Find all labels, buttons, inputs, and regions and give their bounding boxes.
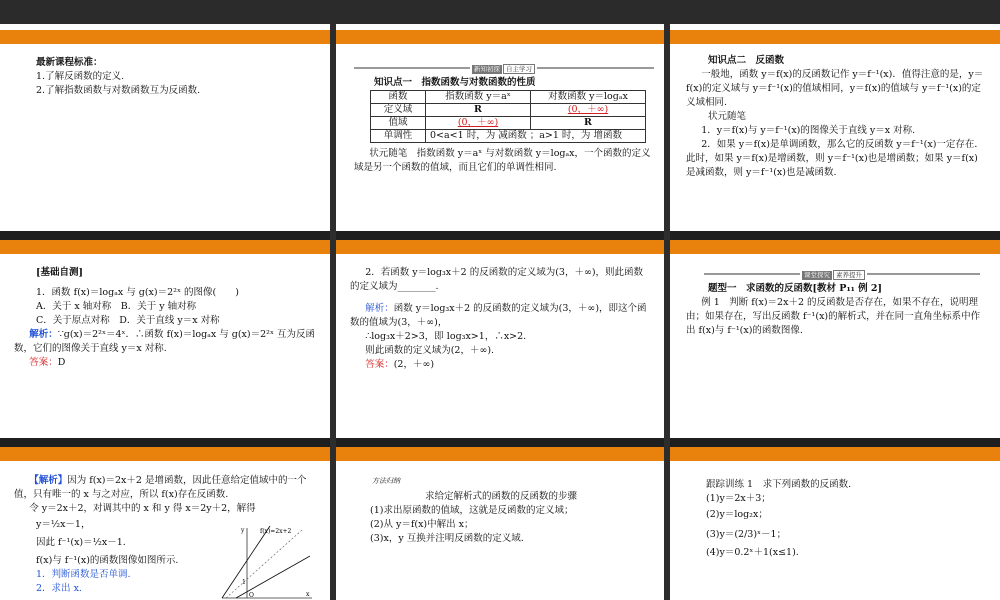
answer-label: 答案： xyxy=(29,357,58,368)
table-row xyxy=(371,117,646,130)
solution-p3: f(x)与 f⁻¹(x)的函数图像如图所示. xyxy=(36,555,179,566)
answer-block xyxy=(14,356,322,370)
analysis-line-2: ∴log₃x＋2>3，即 log₃x>1，∴x>2. xyxy=(365,331,527,342)
divider-row2 xyxy=(0,438,1000,447)
method-step-2: (2)从 y＝f(x)中解出 x； xyxy=(370,519,474,530)
analysis-label: 解析： xyxy=(365,303,394,314)
slide-solution xyxy=(14,474,322,600)
x-axis-label: x xyxy=(306,591,310,598)
practice-item-2: (2)y＝log₂x； xyxy=(706,509,768,520)
method-tag: 方法归纳 xyxy=(372,477,400,485)
origin-label: O xyxy=(249,592,254,599)
table-cell: R xyxy=(426,104,531,117)
properties-table xyxy=(370,90,646,143)
example-text: 例 1 判断 f(x)＝2x＋2 的反函数是否存在，如果不存在，说明理由；如果存在，写出反函数 f⁻¹(x)的解析式，并在同一直角坐标系中作出 f(x)与 f⁻¹(x)的函数图像. xyxy=(686,297,981,336)
table-cell: (0，＋∞) xyxy=(531,104,646,117)
method-title: 求给定解析式的函数的反函数的步骤 xyxy=(424,491,577,502)
options-ab: A．关于 x 轴对称 B．关于 y 轴对称 xyxy=(36,301,197,312)
solution-label: 【解析】 xyxy=(29,475,68,486)
knowledge-heading: 知识点一 指数函数与对数函数的性质 xyxy=(374,77,536,88)
graph-line-y-eq-x xyxy=(226,530,302,598)
analysis-block xyxy=(14,328,322,356)
table-header: 对数函数 y＝logₐx xyxy=(531,91,646,104)
orange-band-row3 xyxy=(0,447,1000,461)
table-header-row xyxy=(371,91,646,104)
analysis-line-3: 则此函数的定义域为(2，＋∞). xyxy=(365,345,495,356)
answer-block xyxy=(350,358,652,372)
slide-practice-1 xyxy=(706,478,990,560)
answer-text: D xyxy=(57,357,66,368)
analysis-label: 解析： xyxy=(29,329,58,340)
graph-label: f(x)=2x+2 xyxy=(260,528,292,535)
divider-row1 xyxy=(0,231,1000,240)
orange-band-row2 xyxy=(0,240,1000,254)
column-divider-right xyxy=(664,24,670,600)
table-cell: 定义域 xyxy=(371,104,426,117)
table-header: 函数 xyxy=(371,91,426,104)
definition-text: 一般地，函数 y＝f(x)的反函数记作 y＝f⁻¹(x)．值得注意的是，y＝f(x)的定义域与 y＝f⁻¹(x)的值域相同，y＝f(x)的值域与 y＝f⁻¹(x)的定义域相同. xyxy=(686,69,984,108)
section-subtag: 自主学习 xyxy=(503,64,535,74)
slide-knowledge-point-2 xyxy=(686,54,986,180)
method-step-1: (1)求出原函数的值域，这就是反函数的定义域； xyxy=(370,505,574,516)
table-cell: 单调性 xyxy=(371,130,426,143)
graph-line-f xyxy=(222,526,270,598)
slide-question-2 xyxy=(350,266,652,372)
orange-band-row1 xyxy=(0,30,1000,44)
note-text: 状元随笔 指数函数 y＝aˣ 与对数函数 y＝logₐx，一个函数的定义域是另一个函数的值域，而且它们的单调性相同. xyxy=(354,148,651,173)
method-step-3: (3)x，y 互换并注明反函数的定义域. xyxy=(370,533,524,544)
analysis-block xyxy=(350,302,652,330)
note-item-1: 1．y＝f(x)与 y＝f⁻¹(x)的图像关于直线 y＝x 对称. xyxy=(701,125,916,136)
question-text: 1．函数 f(x)＝logₐx 与 g(x)＝2²ˣ 的图像( ) xyxy=(36,287,239,298)
table-cell: 值域 xyxy=(371,117,426,130)
y-axis-label: y xyxy=(241,527,245,534)
practice-item-1: (1)y＝2x＋3； xyxy=(706,493,771,504)
table-cell: (0，＋∞) xyxy=(426,117,531,130)
slide-course-standards xyxy=(36,56,316,98)
slide-example-1 xyxy=(686,268,986,338)
slide-title: 最新课程标准： xyxy=(36,57,103,68)
section-tag: 课堂探究 xyxy=(804,271,830,279)
practice-item-3: (3)y＝(2/3)ˣ－1； xyxy=(706,529,787,540)
step-2: 2．求出 x. xyxy=(36,583,82,594)
solution-text: 因为 f(x)＝2x＋2 是增函数，因此任意给定值域中的一个值，只有唯一的 x 与之对应，所以 f(x)存在反函数. xyxy=(14,475,307,500)
table-row xyxy=(371,104,646,117)
table-cell-monotonic: 0<a<1 时，为 减函数 ；a>1 时，为 增函数 xyxy=(426,130,646,143)
slide-knowledge-point-1 xyxy=(354,62,654,175)
table-row xyxy=(371,130,646,143)
options-cd: C．关于原点对称 D．关于直线 y＝x 对称 xyxy=(36,315,220,326)
slide-method-summary xyxy=(350,476,652,546)
column-divider-left xyxy=(330,24,336,600)
slide-basic-test xyxy=(14,266,322,370)
top-bar xyxy=(0,0,1000,24)
note-title: 状元随笔 xyxy=(708,111,747,122)
problem-type-heading: 题型一 求函数的反函数[教材 P₁₁ 例 2] xyxy=(708,283,882,294)
answer-label: 答案： xyxy=(365,359,394,370)
tick-label: 1 xyxy=(242,579,246,586)
solution-p1 xyxy=(14,474,322,502)
question-text: 2．若函数 y＝log₃x＋2 的反函数的定义域为(3，＋∞)，则此函数的定义域为________. xyxy=(350,267,644,292)
section-heading: [基础自测] xyxy=(36,267,83,278)
practice-item-4: (4)y＝0.2ˣ＋1(x≤1). xyxy=(706,547,799,558)
step-1: 1．判断函数是否单调. xyxy=(36,569,131,580)
table-cell: R xyxy=(531,117,646,130)
analysis-text: 函数 y＝log₃x＋2 的反函数的定义域为(3，＋∞)，即这个函数的值域为(3，＋∞)， xyxy=(350,303,647,328)
note-item-2: 2．如果 y＝f(x)是单调函数，那么它的反函数 y＝f⁻¹(x)一定存在．此时，如果 y＝f(x)是增函数，则 y＝f⁻¹(x)也是增函数；如果 y＝f(x)是减函数，则 y＝f⁻¹(x)也是减函数. xyxy=(686,139,984,178)
standard-line-2: 2.了解指数函数与对数函数互为反函数. xyxy=(36,85,201,96)
function-graph xyxy=(202,524,314,600)
answer-text: (2，＋∞) xyxy=(393,359,435,370)
equation-2: 因此 f⁻¹(x)＝½x－1. xyxy=(36,537,126,548)
analysis-text: ∵g(x)＝2²ˣ＝4ˣ．∴函数 f(x)＝logₐx 与 g(x)＝2²ˣ 互为反函数，它们的图像关于直线 y＝x 对称. xyxy=(14,329,316,354)
equation-1: y＝½x－1， xyxy=(36,519,91,530)
section-subtag: 素养提升 xyxy=(833,270,865,280)
solution-p2: 令 y＝2x＋2，对调其中的 x 和 y 得 x＝2y＋2，解得 xyxy=(29,503,256,514)
table-header: 指数函数 y＝aˣ xyxy=(426,91,531,104)
knowledge-heading: 知识点二 反函数 xyxy=(708,55,785,66)
practice-heading: 跟踪训练 1 求下列函数的反函数. xyxy=(706,479,852,490)
section-tag: 新知初探 xyxy=(474,65,500,73)
standard-line-1: 1.了解反函数的定义. xyxy=(36,71,125,82)
